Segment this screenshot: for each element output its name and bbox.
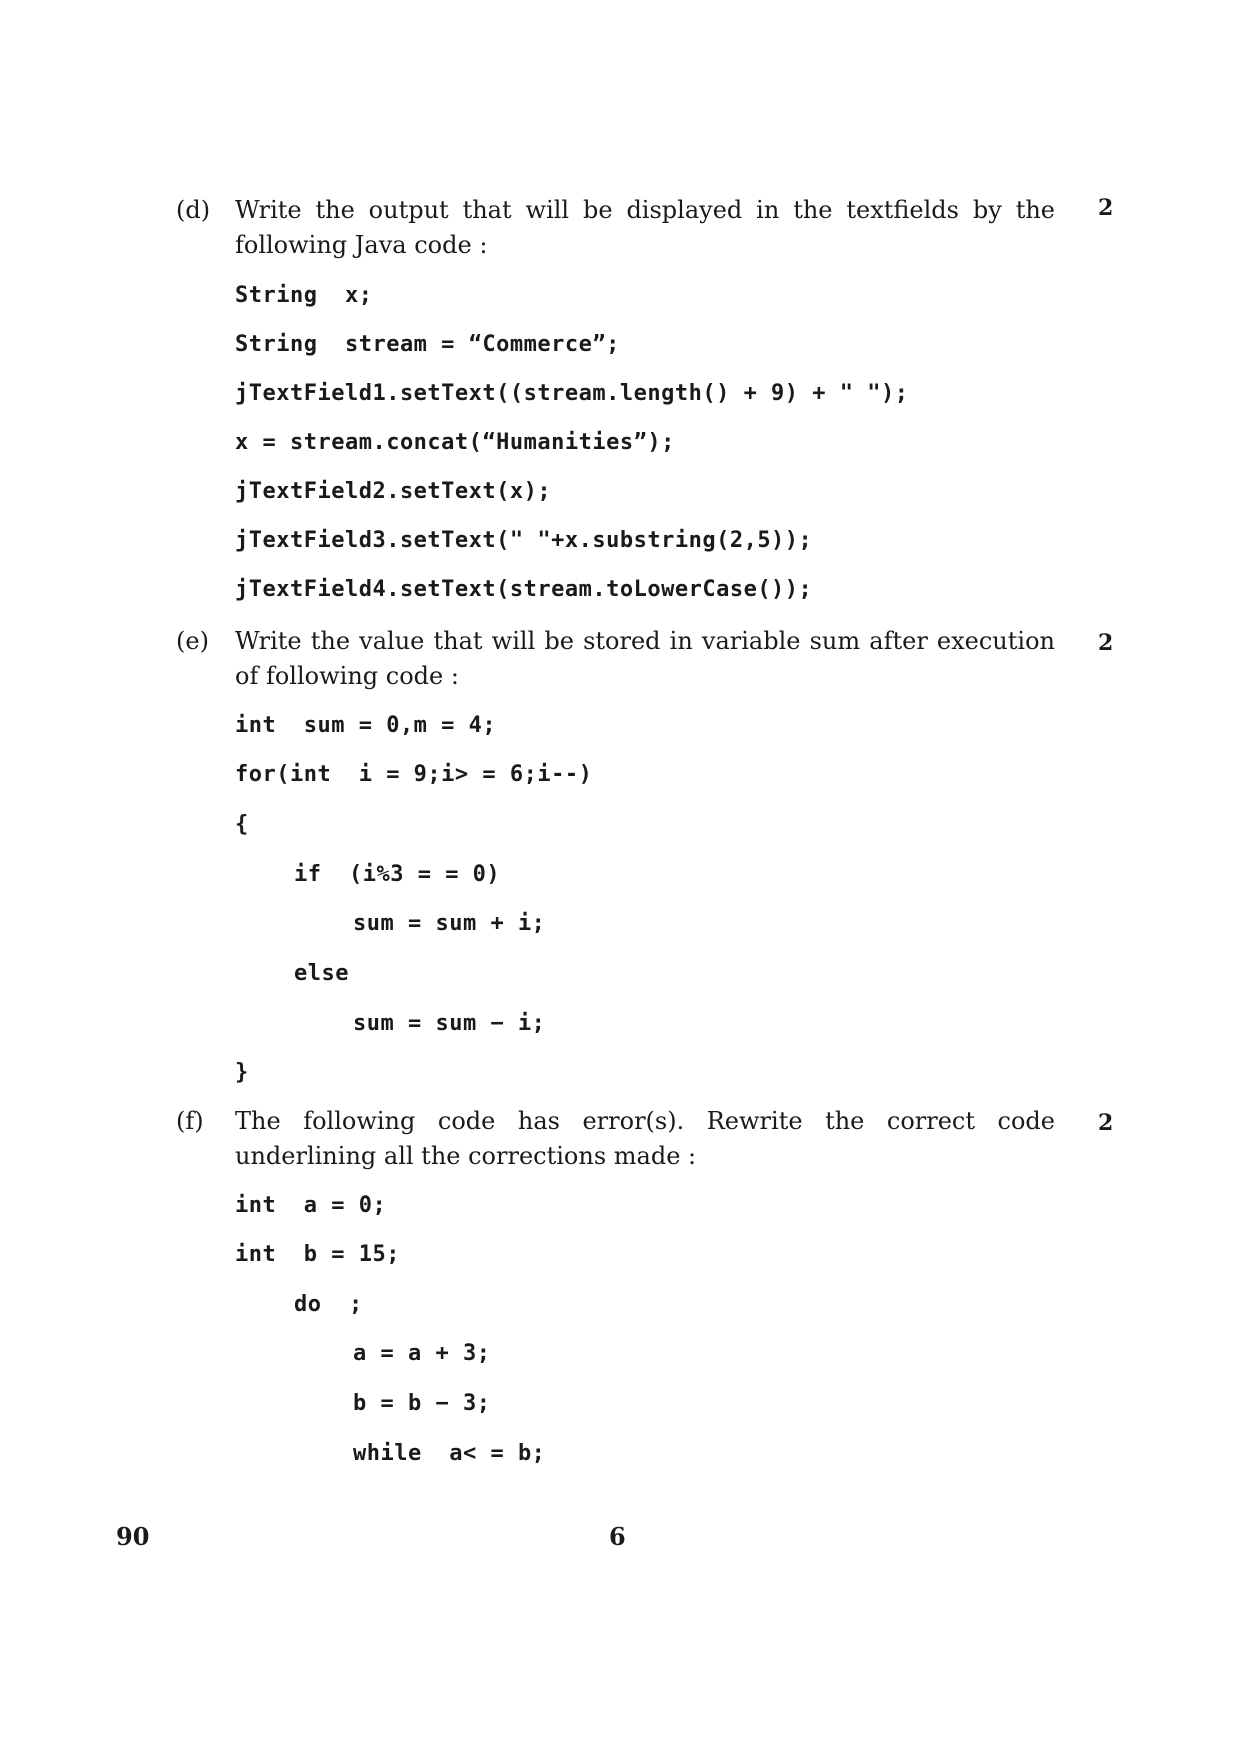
- question-d-text: Write the output that will be displayed in the textfields by the following Java code :: [235, 196, 1055, 259]
- code-line: sum = sum + i;: [353, 911, 546, 936]
- code-line: {: [235, 812, 249, 837]
- code-line: a = a + 3;: [353, 1341, 491, 1366]
- question-f-marks: 2: [1098, 1110, 1114, 1136]
- code-line: do ;: [294, 1292, 363, 1317]
- paper-code-number: 90: [116, 1522, 150, 1551]
- page-number: 6: [609, 1522, 626, 1551]
- question-e-label: (e): [176, 627, 209, 655]
- question-d-marks: 2: [1098, 195, 1114, 221]
- code-line: int b = 15;: [235, 1242, 400, 1267]
- code-line: String stream = “Commerce”;: [235, 332, 620, 357]
- code-line: int a = 0;: [235, 1193, 387, 1218]
- code-line: sum = sum − i;: [353, 1011, 546, 1036]
- question-f-text: The following code has error(s). Rewrite the correct code underlining all the corrections made :: [235, 1107, 1055, 1170]
- code-line: jTextField1.setText((stream.length() + 9) + " ");: [235, 381, 909, 406]
- code-line: else: [294, 961, 349, 986]
- question-f-label: (f): [176, 1107, 204, 1135]
- code-line: jTextField4.setText(stream.toLowerCase());: [235, 577, 813, 602]
- code-line: while a< = b;: [353, 1441, 546, 1466]
- question-e-marks: 2: [1098, 630, 1114, 656]
- question-e-text: Write the value that will be stored in variable sum after execution of following code :: [235, 627, 1055, 690]
- code-line: jTextField3.setText(" "+x.substring(2,5));: [235, 528, 813, 553]
- code-line: b = b − 3;: [353, 1391, 491, 1416]
- code-line: }: [235, 1060, 249, 1085]
- question-d-label: (d): [176, 196, 211, 224]
- code-line: String x;: [235, 283, 373, 308]
- code-line: for(int i = 9;i> = 6;i--): [235, 762, 593, 787]
- code-line: jTextField2.setText(x);: [235, 479, 552, 504]
- code-line: int sum = 0,m = 4;: [235, 713, 497, 738]
- code-line: x = stream.concat(“Humanities”);: [235, 430, 675, 455]
- code-line: if (i%3 = = 0): [294, 862, 501, 887]
